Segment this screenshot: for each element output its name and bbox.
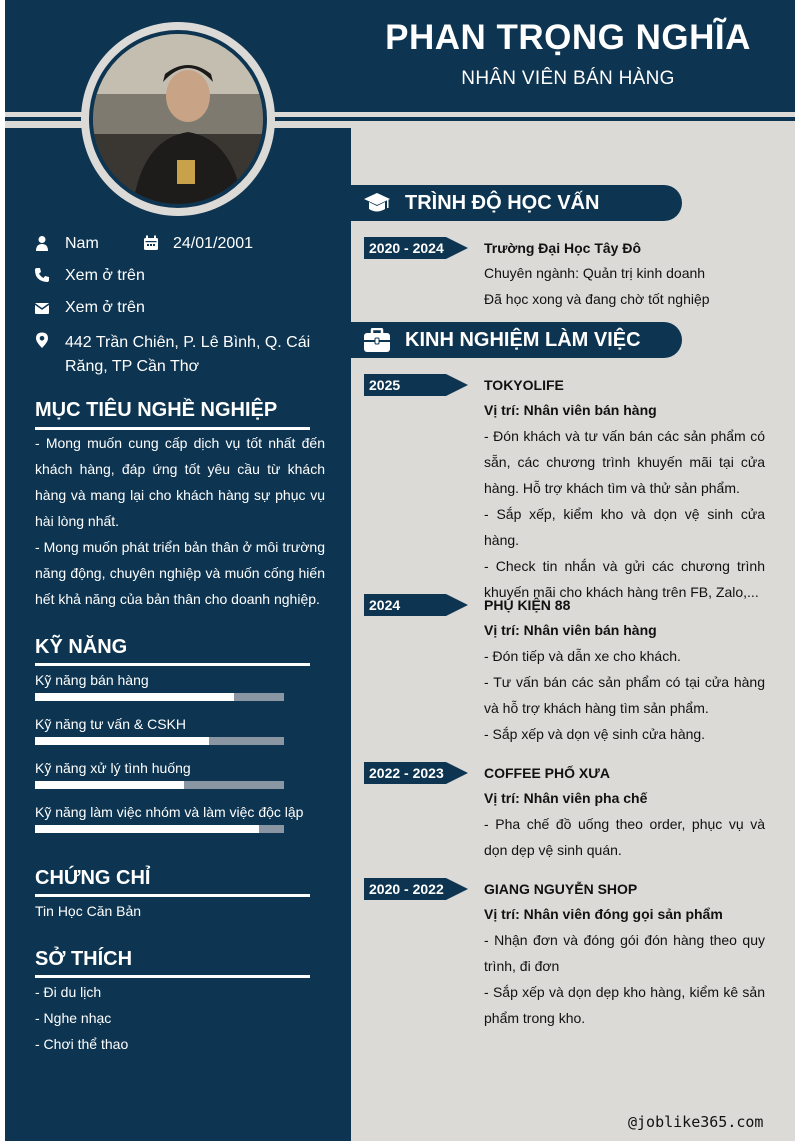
skills-underline: [35, 663, 310, 666]
address-line-1: 442 Trần Chiên, P. Lê Bình, Q. Cái: [65, 334, 311, 351]
skill-label: Kỹ năng làm việc nhóm và làm việc độc lập: [35, 804, 304, 820]
experience-header: [351, 322, 682, 358]
hobbies-underline: [35, 975, 310, 978]
job-duties: [484, 811, 765, 863]
hobby-item: - Nghe nhạc: [35, 1010, 112, 1026]
address-line-2: Răng, TP Cần Thơ: [65, 358, 200, 375]
job-position: Vị trí: Nhân viên pha chế: [484, 790, 648, 806]
job-period: 2022 - 2023: [364, 762, 446, 784]
job-company: GIANG NGUYỄN SHOP: [484, 881, 638, 897]
job-company: TOKYOLIFE: [484, 377, 564, 393]
duty-item: - Pha chế đồ uống theo order, phục vụ và dọn dẹp vệ sinh quán.: [484, 816, 765, 858]
skills-heading: KỸ NĂNG: [35, 636, 128, 658]
briefcase-icon: [363, 328, 391, 354]
hobbies-heading: SỞ THÍCH: [35, 948, 133, 970]
job-position: Vị trí: Nhân viên bán hàng: [484, 622, 657, 638]
tag-arrow: [446, 237, 468, 259]
objective-heading: MỤC TIÊU NGHỀ NGHIỆP: [35, 399, 278, 421]
major: Chuyên ngành: Quản trị kinh doanh: [484, 265, 706, 281]
hobby-item: - Chơi thể thao: [35, 1036, 129, 1052]
job-position: Vị trí: Nhân viên đóng gọi sản phẩm: [484, 906, 723, 922]
skill-bar-fill: [35, 825, 259, 833]
duty-item: - Check tin nhắn và gửi các chương trình khuyến mãi cho khách hàng trên FB, Zalo,...: [484, 558, 765, 600]
user-icon: [34, 235, 50, 251]
job-period: 2020 - 2022: [364, 878, 446, 900]
tag-arrow: [446, 374, 468, 396]
job-company: COFFEE PHỐ XƯA: [484, 765, 610, 781]
skill-bar: [35, 693, 284, 701]
education-status: Đã học xong và đang chờ tốt nghiệp: [484, 291, 710, 307]
objective-paragraph: - Mong muốn phát triển bản thân ở môi trường năng động, chuyên nghiệp và muốn cống hiến hết khả năng của bản thân cho doanh nghiệp.: [35, 539, 325, 607]
profile-photo: [93, 34, 263, 204]
certificates-heading: CHỨNG CHỈ: [35, 867, 151, 889]
phone-icon: [34, 267, 50, 283]
job-duties: [484, 927, 765, 1031]
duty-item: - Sắp xếp và dọn dẹp kho hàng, kiểm kê sản phẩm trong kho.: [484, 984, 765, 1026]
skill-label: Kỹ năng bán hàng: [35, 672, 149, 688]
skill-bar: [35, 825, 284, 833]
calendar-icon: [143, 235, 159, 251]
duty-item: - Tư vấn bán các sản phẩm có tại cửa hàng và hỗ trợ khách hàng tìm sản phẩm.: [484, 674, 765, 716]
skill-bar: [35, 781, 284, 789]
skill-bar-fill: [35, 737, 209, 745]
job-company: PHỤ KIỆN 88: [484, 597, 571, 613]
education-heading: TRÌNH ĐỘ HỌC VẤN: [405, 192, 600, 214]
experience-heading: KINH NGHIỆM LÀM VIỆC: [405, 329, 641, 351]
avatar: [81, 22, 275, 216]
job-position: Vị trí: Nhân viên bán hàng: [484, 402, 657, 418]
tag-arrow: [446, 762, 468, 784]
gender-value: Nam: [65, 235, 99, 252]
objective-text: [35, 430, 325, 612]
email-icon: [34, 300, 50, 316]
duty-item: - Sắp xếp và dọn vệ sinh cửa hàng.: [484, 726, 706, 742]
school-name: Trường Đại Học Tây Đô: [484, 240, 642, 256]
skill-bar: [35, 737, 284, 745]
skill-label: Kỹ năng tư vấn & CSKH: [35, 716, 186, 732]
graduation-cap-icon: [363, 191, 391, 215]
birthday-value: 24/01/2001: [173, 235, 254, 252]
certificate-item: Tin Học Căn Bản: [35, 903, 142, 919]
skill-bar-fill: [35, 781, 184, 789]
duty-item: - Đón khách và tư vấn bán các sản phẩm có sẵn, các chương trình khuyến mãi tại cửa hàng. Hỗ trợ khách tìm và thử sản phẩm.: [484, 428, 765, 496]
hobby-item: - Đi du lịch: [35, 984, 102, 1000]
job-duties: [484, 423, 765, 605]
skill-bar-fill: [35, 693, 234, 701]
phone-value: Xem ở trên: [65, 267, 145, 284]
tag-arrow: [446, 594, 468, 616]
email-value: Xem ở trên: [65, 299, 145, 316]
job-duties: [484, 643, 765, 747]
job-period: 2025: [364, 374, 446, 396]
skill-label: Kỹ năng xử lý tình huống: [35, 760, 191, 776]
candidate-title: NHÂN VIÊN BÁN HÀNG: [461, 68, 675, 89]
address-value: [65, 331, 310, 379]
objective-paragraph: - Mong muốn cung cấp dịch vụ tốt nhất đến khách hàng, đáp ứng tốt yêu cầu từ khách hàng và mang lại cho khách hàng sự phục vụ hài lòng nhất.: [35, 435, 325, 529]
tag-arrow: [446, 878, 468, 900]
job-period: 2024: [364, 594, 446, 616]
candidate-name: PHAN TRỌNG NGHĨA: [385, 18, 751, 57]
duty-item: - Sắp xếp, kiểm kho và dọn vệ sinh cửa hàng.: [484, 506, 765, 548]
location-icon: [34, 332, 50, 348]
duty-item: - Đón tiếp và dẫn xe cho khách.: [484, 648, 681, 664]
footer-watermark: @joblike365.com: [628, 1113, 764, 1131]
duty-item: - Nhận đơn và đóng gói đón hàng theo quy trình, đi đơn: [484, 932, 765, 974]
education-period: 2020 - 2024: [364, 237, 446, 259]
education-header: [351, 185, 682, 221]
certificates-underline: [35, 894, 310, 897]
